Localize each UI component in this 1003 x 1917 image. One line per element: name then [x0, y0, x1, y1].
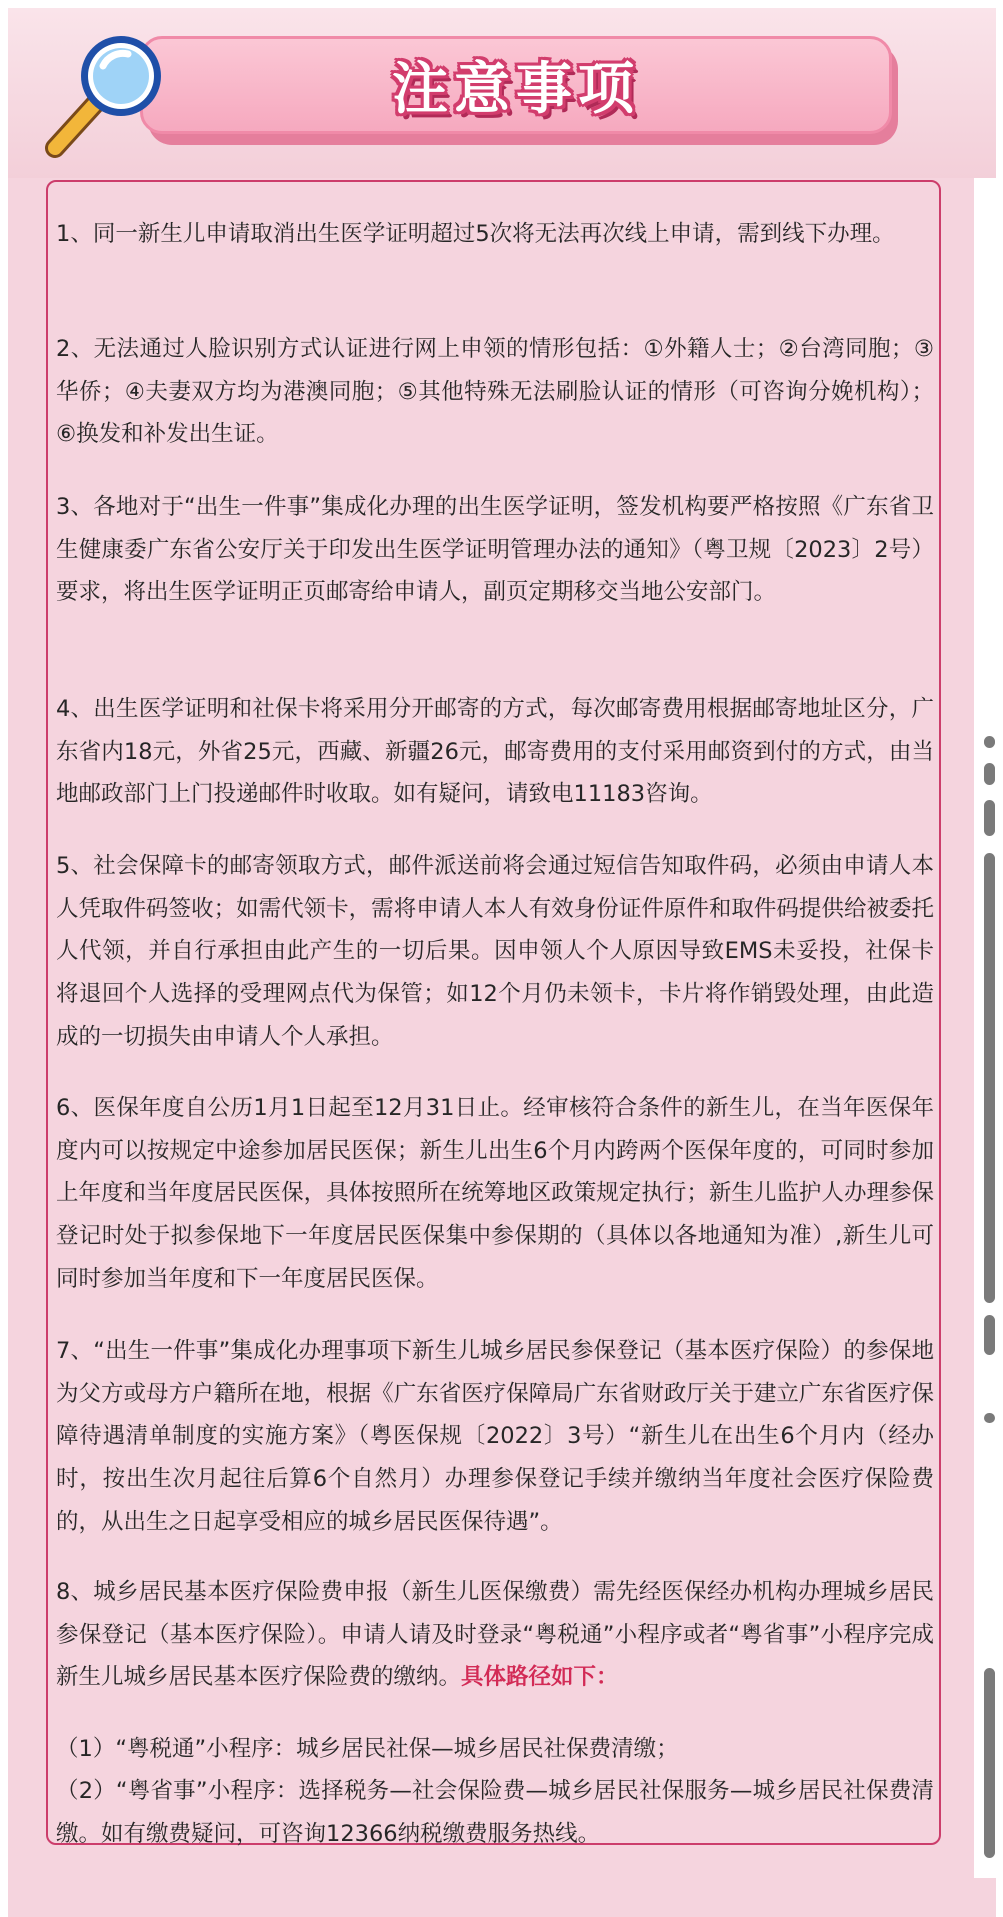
path-heading: 具体路径如下：	[461, 1664, 619, 1691]
scroll-mark	[984, 1315, 995, 1355]
scroll-mark	[984, 1413, 995, 1423]
notice-item: 5、社会保障卡的邮寄领取方式，邮件派送前将会通过短信告知取件码，必须由申请人本人凭取件码签收；如需代领卡，需将申请人本人有效身份证件原件和取件码提供给被委托人代领，并自行承担由此产生的一切后果。因申领人个人原因导致EMS未妥投，社保卡将退回个人选择的受理网点代为保管；如12个月仍未领卡，卡片将作销毁处理，由此造成的一切损失由申请人个人承担。	[56, 853, 934, 1050]
notice-item: 2、无法通过人脸识别方式认证进行网上申领的情形包括：①外籍人士；②台湾同胞；③华侨；④夫妻双方均为港澳同胞；⑤其他特殊无法刷脸认证的情形（可咨询分娩机构）；⑥换发和补发出生证。	[56, 336, 934, 448]
header	[8, 8, 996, 178]
notice-item: 7、“出生一件事”集成化办理事项下新生儿城乡居民参保登记（基本医疗保险）的参保地为父方或母方户籍所在地，根据《广东省医疗保障局广东省财政厅关于建立广东省医疗保障待遇清单制度的实施方案》（粤医保规〔2022〕3号）“新生儿在出生6个月内（经办时，按出生次月起往后算6个自然月）办理参保登记手续并缴纳当年度社会医疗保险费的，从出生之日起享受相应的城乡居民医保待遇”。	[56, 1338, 934, 1535]
notice-item: 3、各地对于“出生一件事”集成化办理的出生医学证明，签发机构要严格按照《广东省卫生健康委广东省公安厅关于印发出生医学证明管理办法的通知》（粤卫规〔2023〕2号）要求，将出生医学证明正页邮寄给申请人，副页定期移交当地公安部门。	[56, 494, 934, 606]
notice-item: 4、出生医学证明和社保卡将采用分开邮寄的方式，每次邮寄费用根据邮寄地址区分，广东省内18元，外省25元，西藏、新疆26元，邮寄费用的支付采用邮资到付的方式，由当地邮政部门上门投递邮件时收取。如有疑问，请致电11183咨询。	[56, 696, 934, 808]
magnifier-icon	[33, 26, 183, 176]
notice-item-8	[56, 1571, 934, 1699]
notice-page	[8, 8, 996, 1917]
notice-8-text: 8、城乡居民基本医疗保险费申报（新生儿医保缴费）需先经医保经办机构办理城乡居民参保登记（基本医疗保险）。申请人请及时登录“粤税通”小程序或者“粤省事”小程序完成新生儿城乡居民基本医疗保险费的缴纳。	[56, 1579, 934, 1691]
notice-item: 1、同一新生儿申请取消出生医学证明超过5次将无法再次线上申请，需到线下办理。	[56, 221, 895, 247]
scroll-mark	[984, 763, 995, 785]
notice-item: 6、医保年度自公历1月1日起至12月31日止。经审核符合条件的新生儿，在当年医保年度内可以按规定中途参加居民医保；新生儿出生6个月内跨两个医保年度的，可同时参加上年度和当年度居民医保，具体按照所在统筹地区政策规定执行；新生儿监护人办理参保登记时处于拟参保地下一年度居民医保集中参保期的（具体以各地通知为准）,新生儿可同时参加当年度和下一年度居民医保。	[56, 1095, 934, 1292]
path-item: （1）“粤税通”小程序：城乡居民社保—城乡居民社保费清缴；	[56, 1736, 679, 1762]
path-item: （2）“粤省事”小程序：选择税务—社会保险费—城乡居民社保服务—城乡居民社保费清缴。如有缴费疑问，可咨询12366纳税缴费服务热线。	[56, 1778, 934, 1847]
page-title: 注意事项	[392, 57, 640, 122]
scroll-mark	[984, 736, 995, 748]
scroll-mark	[984, 853, 995, 1303]
scroll-mark	[984, 800, 995, 836]
scroll-mark	[984, 1668, 995, 1858]
